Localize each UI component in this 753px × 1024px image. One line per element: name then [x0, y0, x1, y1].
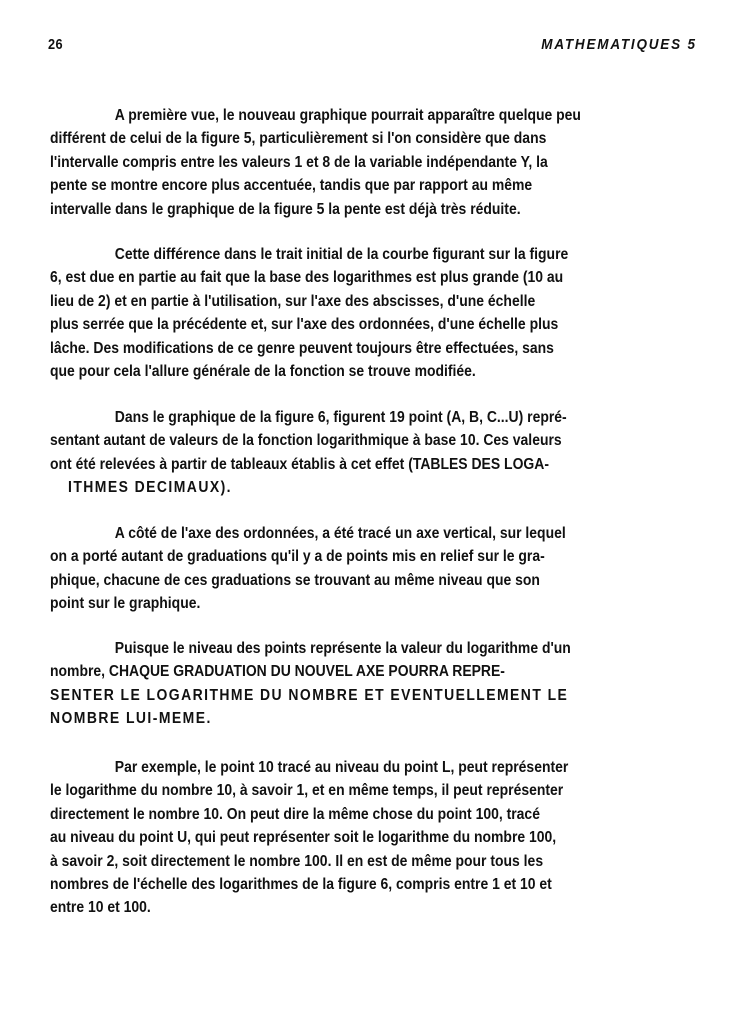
text-line: 6, est due en partie au fait que la base des logarithmes est plus grande (10 au: [50, 269, 564, 287]
text-line: Dans le graphique de la figure 6, figurent 19 point (A, B, C...U) repré-: [114, 409, 567, 426]
page-number: 26: [48, 36, 64, 53]
text-line: nombre, CHAQUE GRADUATION DU NOUVEL AXE POURRA REPRE-: [50, 663, 505, 681]
text-line: phique, chacune de ces graduations se trouvant au même niveau que son: [50, 571, 540, 589]
text-line: intervalle dans le graphique de la figure 5 la pente est déjà très réduite.: [50, 200, 521, 218]
text-line: à savoir 2, soit directement le nombre 100. Il en est de même pour tous les: [50, 852, 544, 870]
text-line: directement le nombre 10. On peut dire la même chose du point 100, tracé: [50, 805, 540, 823]
text-line: SENTER LE LOGARITHME DU NOMBRE ET EVENTUELLEMENT LE: [50, 686, 569, 704]
text-line: lâche. Des modifications de ce genre peuvent toujours être effectuées, sans: [50, 339, 554, 357]
paragraph-3: [50, 406, 680, 500]
text-line: sentant autant de valeurs de la fonction logarithmique à base 10. Ces valeurs: [50, 432, 562, 450]
paragraph-2: [50, 243, 680, 383]
text-line: le logarithme du nombre 10, à savoir 1, et en même temps, il peut représenter: [50, 782, 564, 800]
text-line: on a porté autant de graduations qu'il y a de points mis en relief sur le gra-: [50, 548, 545, 566]
text-line: ont été relevées à partir de tableaux établis à cet effet (TABLES DES LOGA-: [50, 455, 549, 473]
text-line: que pour cela l'allure générale de la fonction se trouve modifiée.: [50, 362, 476, 380]
text-line: pente se montre encore plus accentuée, tandis que par rapport au même: [50, 177, 533, 195]
running-title: MATHEMATIQUES 5: [541, 36, 697, 53]
paragraph-1: [50, 104, 680, 221]
text-line: A première vue, le nouveau graphique pourrait apparaître quelque peu: [114, 107, 581, 124]
paragraph-4: [50, 522, 680, 616]
text-line: différent de celui de la figure 5, particulièrement si l'on considère que dans: [50, 130, 547, 148]
paragraph-5: [50, 637, 680, 731]
text-line: Cette différence dans le trait initial de la courbe figurant sur la figure: [114, 246, 569, 263]
text-line: point sur le graphique.: [50, 595, 201, 613]
text-line: au niveau du point U, qui peut représenter soit le logarithme du nombre 100,: [50, 829, 557, 847]
text-line: lieu de 2) et en partie à l'utilisation, sur l'axe des abscisses, d'une échelle: [50, 292, 536, 310]
text-line: Par exemple, le point 10 tracé au niveau du point L, peut représenter: [114, 759, 569, 776]
paragraph-6: [50, 756, 680, 920]
text-line: l'intervalle compris entre les valeurs 1 et 8 de la variable indépendante Y, la: [50, 153, 548, 171]
text-line: entre 10 et 100.: [50, 899, 151, 917]
text-line: plus serrée que la précédente et, sur l'axe des ordonnées, d'une échelle plus: [50, 316, 559, 334]
text-line: A côté de l'axe des ordonnées, a été tracé un axe vertical, sur lequel: [114, 525, 566, 542]
text-line: ITHMES DECIMAUX).: [68, 479, 232, 497]
text-line: Puisque le niveau des points représente la valeur du logarithme d'un: [114, 640, 571, 657]
text-line: nombres de l'échelle des logarithmes de la figure 6, compris entre 1 et 10 et: [50, 875, 552, 893]
text-line: NOMBRE LUI-MEME.: [50, 710, 212, 728]
